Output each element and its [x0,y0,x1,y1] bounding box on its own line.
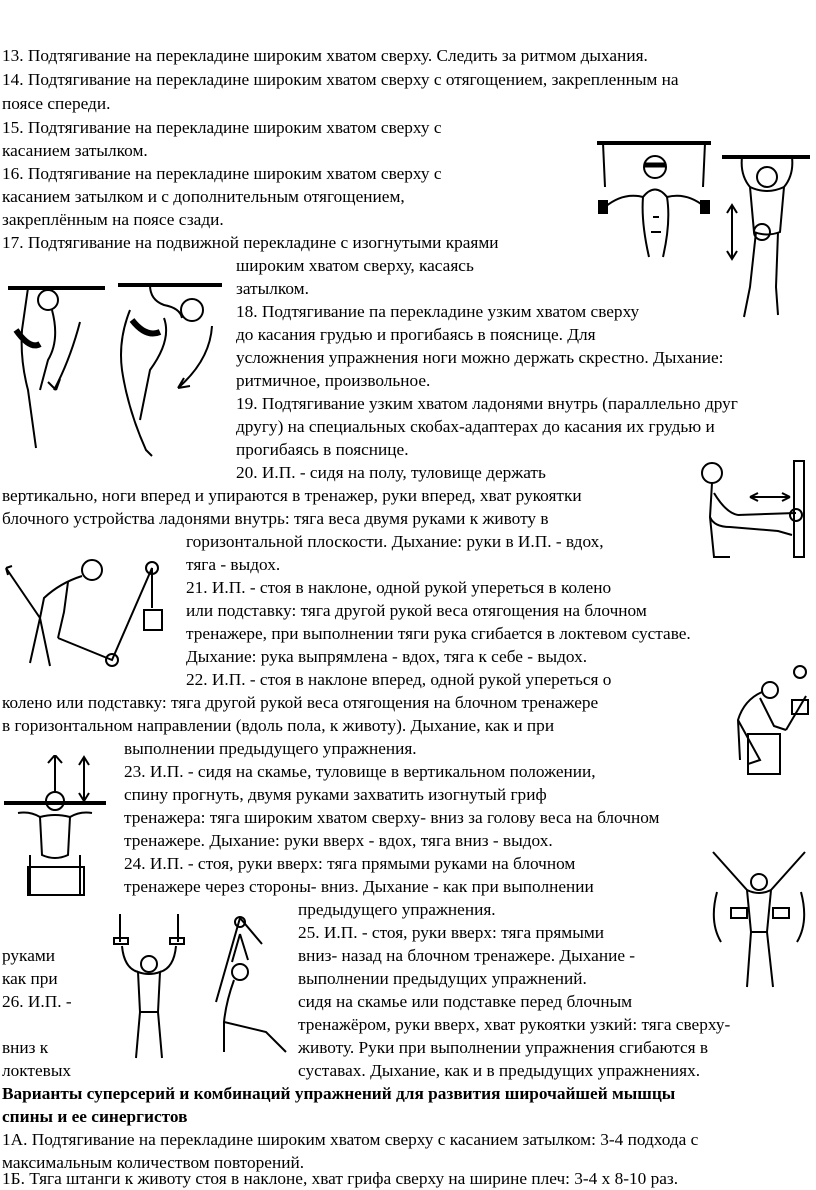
exercise-18-line4: ритмичное, произвольное. [236,371,431,390]
exercise-25-line2-left: руками [2,946,56,965]
exercise-20-line5: тяга - выдох. [186,555,281,574]
exercise-24-line3: предыдущего упражнения. [298,900,496,919]
pullup-front-figure [593,137,718,267]
exercise-18-line2: до касания грудью и прогибаясь в пояснице. Для [236,325,596,344]
bent-over-cable-row-figure [0,548,180,673]
variant-1b: 1Б. Тяга штанги к животу стоя в наклоне, хват грифа сверху на ширине плеч: 3-4 х 8-10 раз. [2,1169,679,1188]
pullup-chest-figures [0,270,230,462]
exercise-14-line1: 14. Подтягивание на перекладине широким хватом сверху с отягощением, закрепленным на [2,70,679,89]
exercise-20-line3: блочного устройства ладонями внутрь: тяга веса двумя руками к животу в [2,509,549,528]
exercise-21-line4: Дыхание: рука выпрямлена - вдох, тяга к себе - выдох. [186,647,588,666]
exercise-16-line2: касанием затылком и с дополнительным отягощением, [2,187,405,206]
exercise-18-line3: усложнения упражнения ноги можно держать скрестно. Дыхание: [236,348,724,367]
exercise-19-line3: прогибаясь в пояснице. [236,440,409,459]
exercise-26-line3-left: вниз к [2,1038,49,1057]
lat-pulldown-figure [0,755,108,905]
exercise-26-line4-left: локтевых [2,1061,72,1080]
seated-row-figure [690,457,810,567]
exercise-20-line2: вертикально, ноги вперед и упираются в тренажер, руки вперед, хват рукоятки [2,486,582,505]
exercise-18-line1: 18. Подтягивание па перекладине узким хватом сверху [236,302,640,321]
exercise-16-line1: 16. Подтягивание на перекладине широким хватом сверху с [2,164,442,183]
exercise-26-line2: тренажёром, руки вверх, хват рукоятки узкий: тяга сверху- [298,1015,731,1034]
exercise-14-line2: поясе спереди. [2,94,111,113]
seated-narrow-pulldown-figure [196,912,296,1062]
exercise-23-line4: тренажере. Дыхание: руки вверх - вдох, тяга вниз - выдох. [124,831,553,850]
exercise-26-line1-left: 26. И.П. - [2,992,72,1011]
section-heading-line1: Варианты суперсерий и комбинаций упражнений для развития широчайшей мышцы [2,1084,676,1103]
exercise-22-line4: выполнении предыдущего упражнения. [124,739,417,758]
exercise-21-line1: 21. И.П. - стоя в наклоне, одной рукой упереться в колено [186,578,612,597]
exercise-25-line3-right: выполнении предыдущих упражнений. [298,969,587,988]
exercise-19-line1: 19. Подтягивание узким хватом ладонями внутрь (параллельно друг [236,394,738,413]
exercise-20-line1: 20. И.П. - сидя на полу, туловище держать [236,463,546,482]
straight-arm-pulldown-figure [707,842,812,992]
section-heading-line2: спины и ее синергистов [2,1107,188,1126]
exercise-20-line4: горизонтальной плоскости. Дыхание: руки в И.П. - вдох, [186,532,604,551]
exercise-16-line3: закреплённым на поясе сзади. [2,210,224,229]
exercise-19-line2: другу) на специальных скобах-адаптерах до касания их грудью и [236,417,715,436]
exercise-17-line3: затылком. [236,279,309,298]
exercise-17-line2: широким хватом сверху, касаясь [236,256,474,275]
standing-cable-pulldown-figure [104,912,194,1062]
bent-over-horizontal-row-figure [730,660,816,785]
exercise-13: 13. Подтягивание на перекладине широким хватом сверху. Следить за ритмом дыхания. [2,46,648,65]
exercise-24-line2: тренажере через стороны- вниз. Дыхание - как при выполнении [124,877,594,896]
exercise-17-line1: 17. Подтягивание на подвижной перекладине с изогнутыми краями [2,233,499,252]
exercise-21-line3: тренажере, при выполнении тяги рука сгибается в локтевом суставе. [186,624,691,643]
exercise-23-line2: спину прогнуть, двумя руками захватить изогнутый гриф [124,785,547,804]
exercise-24-line1: 24. И.П. - стоя, руки вверх: тяга прямыми руками на блочном [124,854,576,873]
exercise-26-line4-right: суставах. Дыхание, как и в предыдущих упражнениях. [298,1061,701,1080]
variant-1a-line1: 1А. Подтягивание на перекладине широким хватом сверху с касанием затылком: 3-4 подхода с [2,1130,699,1149]
exercise-15-line2: касанием затылком. [2,141,148,160]
exercise-21-line2: или подставку: тяга другой рукой веса отягощения на блочном [186,601,647,620]
exercise-23-line1: 23. И.П. - сидя на скамье, туловище в вертикальном положении, [124,762,596,781]
pullup-back-weighted-figure [720,137,812,327]
variant-1a-line2: максимальным количеством повторений. [2,1153,305,1172]
exercise-25-line1: 25. И.П. - стоя, руки вверх: тяга прямыми [298,923,605,942]
exercise-25-line3-left: как при [2,969,58,988]
exercise-22-line3: в горизонтальном направлении (вдоль пола, к животу). Дыхание, как и при [2,716,555,735]
exercise-25-line2-right: вниз- назад на блочном тренажере. Дыхание - [298,946,636,965]
exercise-26-line1-right: сидя на скамье или подставке перед блочным [298,992,633,1011]
exercise-22-line2: колено или подставку: тяга другой рукой веса отягощения на блочном тренажере [2,693,599,712]
exercise-23-line3: тренажера: тяга широким хватом сверху- вниз за голову веса на блочном [124,808,660,827]
exercise-22-line1: 22. И.П. - стоя в наклоне вперед, одной рукой упереться о [186,670,612,689]
exercise-26-line3-right: животу. Руки при выполнении упражнения сгибаются в [298,1038,709,1057]
exercise-15-line1: 15. Подтягивание на перекладине широким хватом сверху с [2,118,442,137]
